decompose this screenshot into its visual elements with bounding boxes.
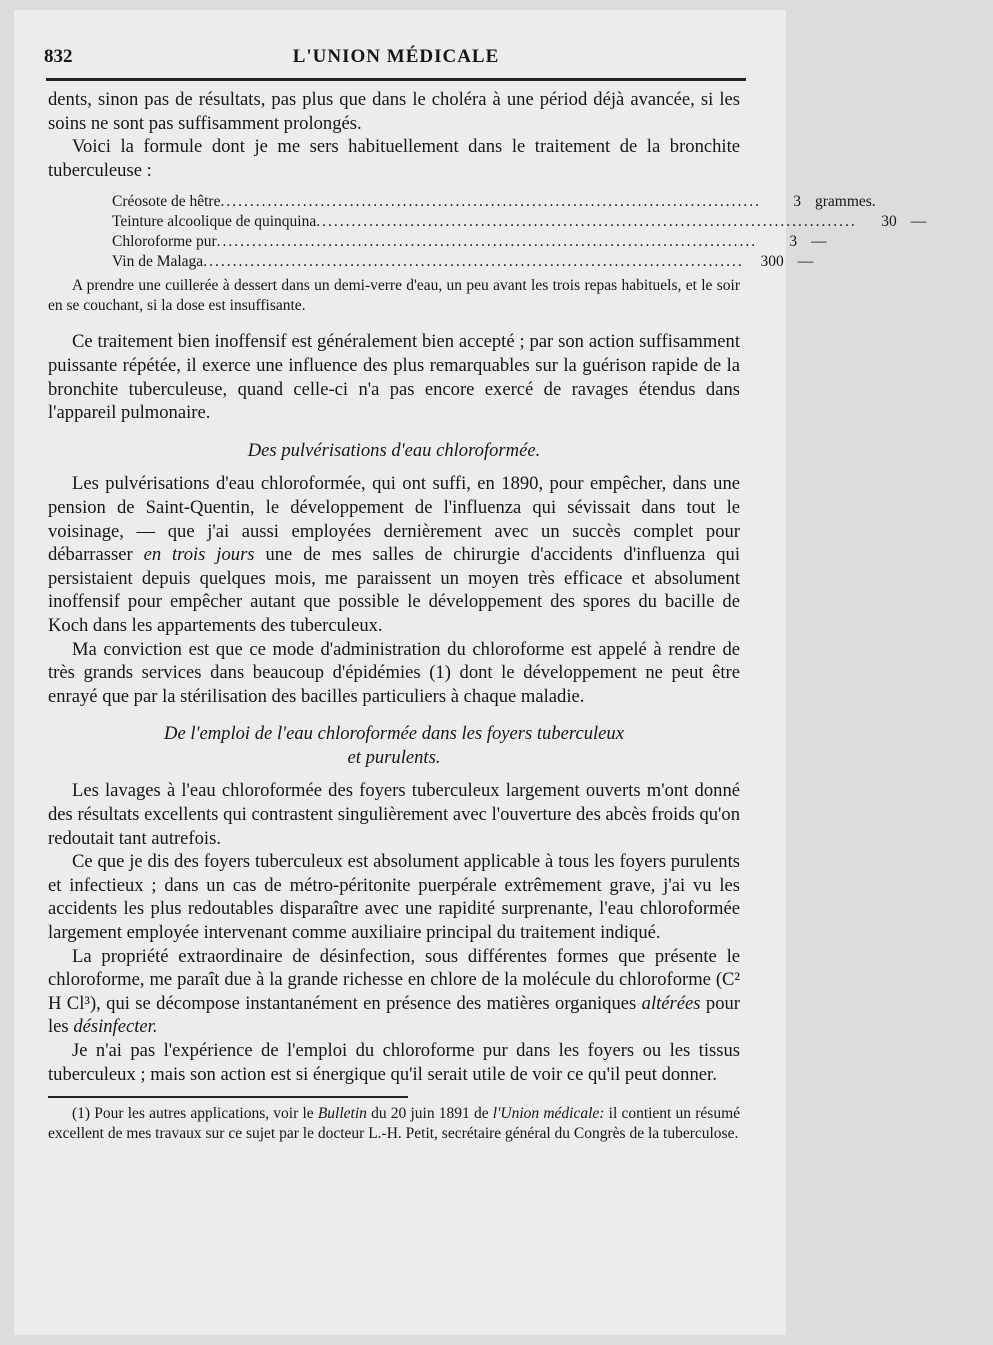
ingredient-quantity: 30 [881, 213, 897, 231]
text-run: La propriété extraordinaire de désinfection, sous différentes formes que présente le chloroforme, me paraît due à la grande richesse en chlore de la molécule du chloroforme (C² H Cl³), qui se décompose instantanément en présence des matières organiques [48, 945, 740, 1014]
leader-dots: ............................................................................................ [316, 213, 857, 231]
text-run: une de mes salles de chirurgie d'accidents d'influenza qui persistaient depuis quelques mois, me paraissent un moyen très efficace et absolument inoffensif pour empêcher autant que possible le développement des spores du bacille de Koch dans les appartements des tuberculeux. [48, 544, 740, 636]
emphasis: altérées [641, 992, 701, 1014]
ingredient-quantity: 3 [789, 233, 798, 251]
leader-dots: ............................................................................................ [216, 233, 758, 251]
text-run: Les pulvérisations d'eau chloroformée, qui ont suffi, en 1890, pour empêcher, dans une pension de Saint-Quentin, le développement de l'influenza qui sévissait dans tout le voisinage, — que j'ai aussi employées dernièrement avec un succès complet pour débarrasser [48, 473, 740, 566]
paragraph: Voici la formule dont je me sers habituellement dans le traitement de la bronchite tuberculeuse : [48, 136, 740, 181]
paragraph: Ce traitement bien inoffensif est généralement bien accepté ; par son action suffisamment puissante répétée, il exerce une influence des plus remarquables sur la guérison rapide de la bronchite tuberculeuse, quand celle-ci n'a pas encore exercé de ravages étendus dans l'appareil pulmonaire. [48, 331, 740, 424]
ingredient-quantity: 300 [760, 253, 784, 271]
paragraph: Je n'ai pas l'expérience de l'emploi du chloroforme pur dans les foyers ou les tissus tuberculeux ; mais son action est si énergique qu'il serait utile de voir ce qu'il peut donner. [48, 1040, 740, 1085]
section-heading: Des pulvérisations d'eau chloroformée. [247, 439, 541, 461]
emphasis: en trois jours [143, 544, 255, 566]
footnote-rule [48, 1096, 408, 1098]
text-run: il contient un résumé excellent de mes travaux sur ce sujet par le docteur L.-H. Petit, secrétaire général du Congrès de la tuberculose. [48, 1105, 741, 1143]
page [14, 10, 927, 1335]
ingredient-unit: grammes. [814, 193, 876, 211]
ingredient-name: Chloroforme pur [112, 233, 217, 251]
ingredient-unit: — [797, 253, 814, 271]
paragraph: Les lavages à l'eau chloroformée des foyers tuberculeux largement ouverts m'ont donné des résultats excellents qui contrastent singulièrement avec l'ouverture des abcès froids qu'on redoutait tant autrefois. [48, 780, 740, 849]
journal-title: L'UNION MÉDICALE [292, 46, 500, 67]
ingredient-name: Créosote de hêtre [112, 193, 221, 211]
article-body [48, 88, 927, 1144]
paragraph [48, 472, 740, 637]
emphasis: l'Union médicale: [492, 1105, 605, 1123]
footnote [48, 1104, 740, 1144]
text-run: (1) Pour les autres applications, voir le [72, 1105, 314, 1123]
dosage-instructions: A prendre une cuillerée à dessert dans un demi-verre d'eau, un peu avant les trois repas habituels, et le soir en se couchant, si la dose est insuffisante. [48, 277, 740, 315]
prescription-row [112, 252, 814, 272]
leader-dots: ............................................................................................ [203, 253, 744, 271]
ingredient-quantity: 3 [793, 193, 801, 211]
leader-dots: ............................................................................................ [220, 193, 761, 211]
paragraph [48, 945, 740, 1039]
ingredient-unit: — [910, 213, 927, 231]
emphasis: Bulletin [317, 1105, 367, 1123]
heading-line: et purulents. [347, 746, 441, 768]
text-run: pour les [48, 992, 740, 1038]
ingredient-name: Vin de Malaga [112, 253, 204, 271]
paragraph: dents, sinon pas de résultats, pas plus que dans le choléra à une périod déjà avancée, si les soins ne sont pas suffisamment prolongés. [48, 89, 740, 134]
heading-line: De l'emploi de l'eau chloroformée dans les foyers tuberculeux [164, 723, 624, 745]
section-heading [48, 722, 740, 769]
ingredient-name: Teinture alcoolique de quinquina [112, 213, 317, 231]
prescription-row [112, 212, 927, 232]
ingredient-unit: — [811, 233, 827, 251]
emphasis: désinfecter. [73, 1016, 158, 1038]
prescription-row [112, 192, 876, 212]
running-header [44, 46, 748, 78]
paragraph: Ma conviction est que ce mode d'administration du chloroforme est appelé à rendre de très grands services dans beaucoup d'épidémies (1) dont le développement ne peut être enrayé que par la stérilisation des bacilles particuliers à chaque maladie. [48, 638, 740, 707]
text-run: du 20 juin 1891 de [371, 1105, 489, 1123]
page-number: 832 [44, 46, 73, 67]
paragraph: Ce que je dis des foyers tuberculeux est absolument applicable à tous les foyers purulents et infectieux ; dans un cas de métro-péritonite puerpérale extrêmement grave, j'ai vu les accidents les plus redoutables disparaître avec une rapidité surprenante, l'eau chloroformée largement employée intervenant comme auxiliaire principal du traitement indiqué. [48, 851, 740, 944]
prescription-row [112, 232, 827, 252]
prescription-table [112, 192, 927, 272]
header-rule [46, 78, 746, 81]
